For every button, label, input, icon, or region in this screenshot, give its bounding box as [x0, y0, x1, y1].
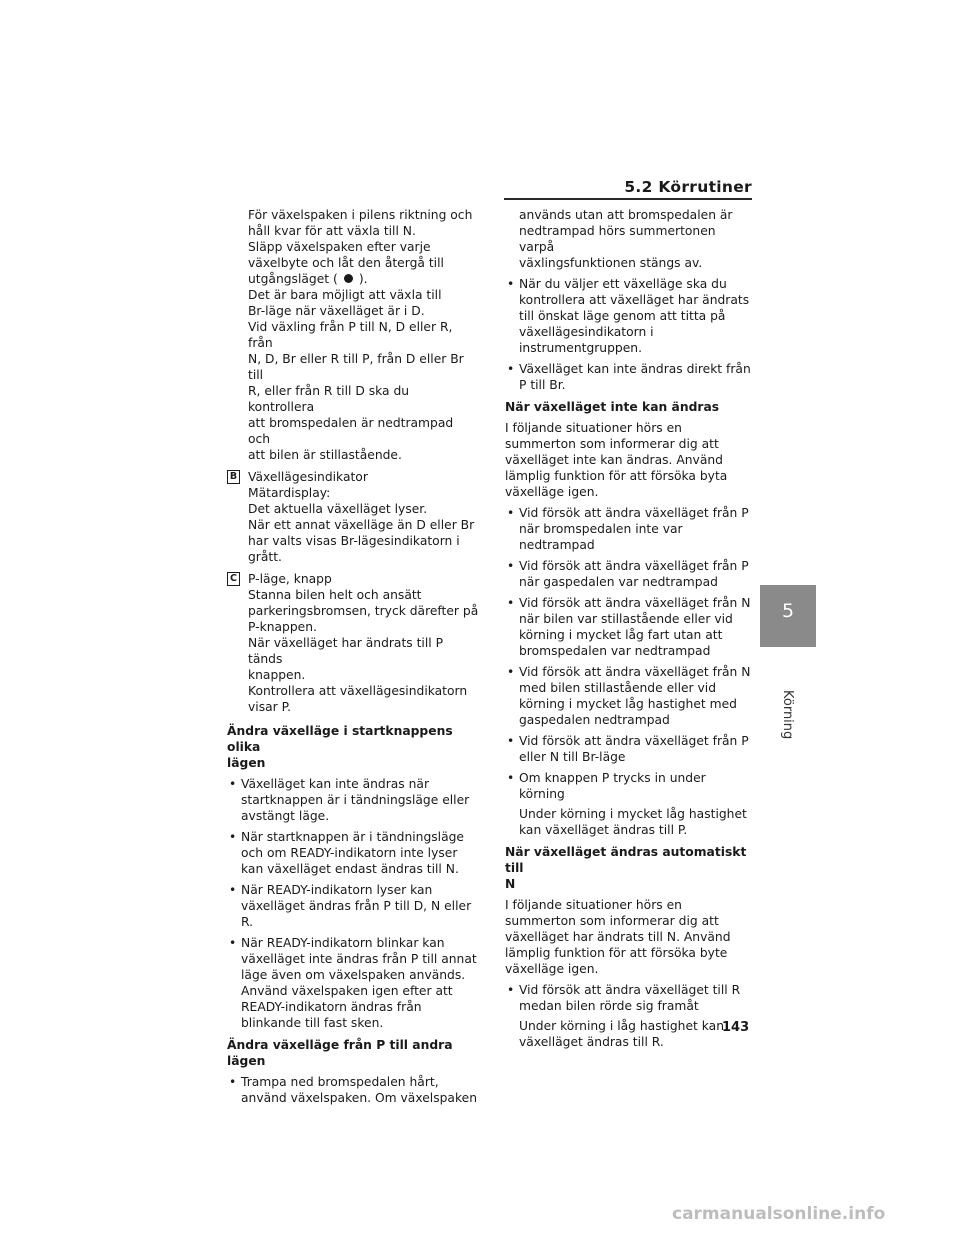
list-item [227, 829, 479, 877]
text-line: Det är bara möjligt att växla till [248, 288, 442, 302]
text-line: att bromspedalen är nedtrampad och [248, 416, 454, 446]
text-line: När växelläget har ändrats till P tänds [248, 636, 443, 666]
section-heading [505, 844, 753, 892]
intro-block [227, 207, 479, 463]
text-line: instrumentgruppen. [519, 341, 642, 355]
text-line: används utan att bromspedalen är [519, 208, 733, 222]
text-line: knappen. [248, 668, 306, 682]
text-line: att bilen är stillastående. [248, 448, 402, 462]
text-line: lämplig funktion för att försöka byte [505, 946, 728, 960]
bullet-icon: • [507, 734, 515, 748]
header-rule [504, 198, 752, 200]
item-b [227, 469, 479, 565]
bullet-icon: • [229, 936, 237, 950]
text-line: Växellägesindikator [248, 470, 368, 484]
bullet-icon: • [229, 777, 237, 791]
text-line: håll kvar för att växla till N. [248, 224, 416, 238]
bullet-icon: • [507, 771, 515, 785]
text-line: När ett annat växelläge än D eller Br [248, 518, 475, 532]
note [519, 1018, 753, 1050]
bullet-icon: • [507, 277, 515, 291]
text-line: summerton som informerar dig att [505, 437, 719, 451]
text-line: parkeringsbromsen, tryck därefter på [248, 604, 479, 618]
text-line: växelläget ändras till R. [519, 1035, 664, 1049]
bullet-icon: • [507, 506, 515, 520]
text-line: när bromspedalen inte var [519, 522, 683, 536]
text-line: Vid försök att ändra växelläget från P [519, 734, 749, 748]
bullet-icon: • [229, 1075, 237, 1089]
heading-line: Ändra växelläge från P till andra lägen [227, 1038, 453, 1068]
bullet-icon: • [229, 883, 237, 897]
list-item [505, 505, 753, 553]
text-line: bromspedalen var nedtrampad [519, 644, 711, 658]
text-line: växelläget inte ändras från P till annat [241, 952, 477, 966]
text-line: avstängt läge. [241, 809, 330, 823]
text-line: Vid försök att ändra växelläget till R [519, 983, 741, 997]
text-line: växelläget inte kan ändras. Använd [505, 453, 723, 467]
text-line: när bilen var stillastående eller vid [519, 612, 733, 626]
text-line: Br-läge när växelläget är i D. [248, 304, 425, 318]
heading-line: När växelläget ändras automatiskt till [505, 845, 747, 875]
text-line: eller N till Br-läge [519, 750, 626, 764]
text-line: Under körning i mycket låg hastighet [519, 807, 747, 821]
item-c [227, 571, 479, 715]
text-line: grått. [248, 550, 282, 564]
home-position-prefix: utgångsläget ( [248, 272, 338, 286]
paragraph [505, 420, 753, 500]
list-item [227, 935, 479, 1031]
list-item [227, 776, 479, 824]
text-line: växelläge igen. [505, 485, 599, 499]
text-line: Kontrollera att växellägesindikatorn [248, 684, 468, 698]
text-line: Under körning i låg hastighet kan [519, 1019, 724, 1033]
text-line: till önskat läge genom att titta på [519, 309, 726, 323]
text-line: När READY-indikatorn blinkar kan [241, 936, 445, 950]
section-heading: När växelläget inte kan ändras [505, 400, 720, 414]
list-item [505, 361, 753, 393]
bullet-icon: • [507, 559, 515, 573]
text-line: Vid försök att ändra växelläget från P [519, 506, 749, 520]
list-item [505, 276, 753, 356]
text-line: läge även om växelspaken används. [241, 968, 466, 982]
bullet-icon: • [507, 665, 515, 679]
text-line: Vid växling från P till N, D eller R, från [248, 320, 453, 350]
text-line: I följande situationer hörs en [505, 898, 682, 912]
text-line: Mätardisplay: [248, 486, 331, 500]
text-line: medan bilen rörde sig framåt [519, 999, 699, 1013]
bullet-icon: • [229, 830, 237, 844]
text-line: P-knappen. [248, 620, 317, 634]
text-line: och om READY-indikatorn inte lyser [241, 846, 458, 860]
text-line: lämplig funktion för att försöka byta [505, 469, 728, 483]
text-line: Vid försök att ändra växelläget från P [519, 559, 749, 573]
text-line: blinkande till fast sken. [241, 1016, 384, 1030]
text-line: växellägesindikatorn i [519, 325, 654, 339]
list-item [505, 733, 753, 765]
list-item [227, 882, 479, 930]
home-position-suffix: ). [358, 272, 368, 286]
list-item [505, 770, 753, 838]
bullet-icon: • [507, 362, 515, 376]
heading-line: lägen [227, 756, 266, 770]
chapter-number: 5 [781, 600, 795, 622]
left-column [227, 207, 479, 1106]
watermark: carmanualsonline.info [672, 1204, 886, 1224]
text-line: P till Br. [519, 378, 566, 392]
chapter-label: Körning [780, 690, 795, 740]
text-line: P-läge, knapp [248, 572, 332, 586]
list-item [505, 664, 753, 728]
list-item [505, 558, 753, 590]
text-line: READY-indikatorn ändras från [241, 1000, 422, 1014]
text-line: R, eller från R till D ska du kontrollera [248, 384, 410, 414]
text-line: kan växelläget endast ändras till N. [241, 862, 459, 876]
text-line: Trampa ned bromspedalen hårt, [241, 1075, 439, 1089]
text-line: När READY-indikatorn lyser kan [241, 883, 433, 897]
text-line: nedtrampad [519, 538, 595, 552]
text-line: använd växelspaken. Om växelspaken [241, 1091, 478, 1105]
text-line: N, D, Br eller R till P, från D eller Br till [248, 352, 464, 382]
paragraph [505, 897, 753, 977]
section-heading [227, 1037, 479, 1069]
text-line: när gaspedalen var nedtrampad [519, 575, 718, 589]
heading-line: N [505, 877, 516, 891]
text-line: I följande situationer hörs en [505, 421, 682, 435]
text-line: har valts visas Br-lägesindikatorn i [248, 534, 460, 548]
page-number: 143 [722, 1020, 750, 1035]
text-line: Vid försök att ändra växelläget från N [519, 596, 751, 610]
text-line: gaspedalen nedtrampad [519, 713, 670, 727]
text-line: Använd växelspaken igen efter att [241, 984, 453, 998]
section-heading [227, 723, 479, 771]
text-line: Om knappen P trycks in under körning [519, 771, 706, 801]
text-line: När du väljer ett växelläge ska du [519, 277, 727, 291]
note [519, 806, 753, 838]
text-line: För växelspaken i pilens riktning och [248, 208, 473, 222]
text-line: körning i mycket låg fart utan att [519, 628, 723, 642]
text-line: växelläget ändras från P till D, N eller [241, 899, 472, 913]
text-line: växelläget har ändrats till N. Använd [505, 930, 731, 944]
heading-line: Ändra växelläge i startknappens olika [227, 724, 453, 754]
list-item [505, 982, 753, 1050]
text-line: Det aktuella växelläget lyser. [248, 502, 428, 516]
text-line: summerton som informerar dig att [505, 914, 719, 928]
text-line: körning i mycket låg hastighet med [519, 697, 737, 711]
right-column [505, 207, 753, 1050]
text-line: Vid försök att ändra växelläget från N [519, 665, 751, 679]
marker-c: C [227, 572, 240, 586]
text-line: kan växelläget ändras till P. [519, 823, 688, 837]
text-line: Släpp växelspaken efter varje [248, 240, 431, 254]
continued-block [505, 207, 753, 271]
text-line: Stanna bilen helt och ansätt [248, 588, 422, 602]
text-line [248, 271, 479, 287]
text-line: nedtrampad hörs summertonen varpå [519, 224, 716, 254]
list-item [505, 595, 753, 659]
bullet-icon: • [507, 596, 515, 610]
text-line: växlingsfunktionen stängs av. [519, 256, 703, 270]
text-line: Växelläget kan inte ändras när [241, 777, 430, 791]
marker-b: B [227, 470, 240, 484]
bullet-icon: • [507, 983, 515, 997]
text-line: startknappen är i tändningsläge eller [241, 793, 470, 807]
circle-dot-icon [344, 274, 353, 283]
text-line: visar P. [248, 700, 292, 714]
section-title: 5.2 Körrutiner [624, 178, 752, 196]
text-line: R. [241, 915, 254, 929]
text-line: När startknappen är i tändningsläge [241, 830, 464, 844]
text-line: Växelläget kan inte ändras direkt från [519, 362, 751, 376]
text-line: kontrollera att växelläget har ändrats [519, 293, 750, 307]
text-line: växelbyte och låt den återgå till [248, 256, 444, 270]
text-line: med bilen stillastående eller vid [519, 681, 717, 695]
list-item [227, 1074, 479, 1106]
text-line: växelläge igen. [505, 962, 599, 976]
